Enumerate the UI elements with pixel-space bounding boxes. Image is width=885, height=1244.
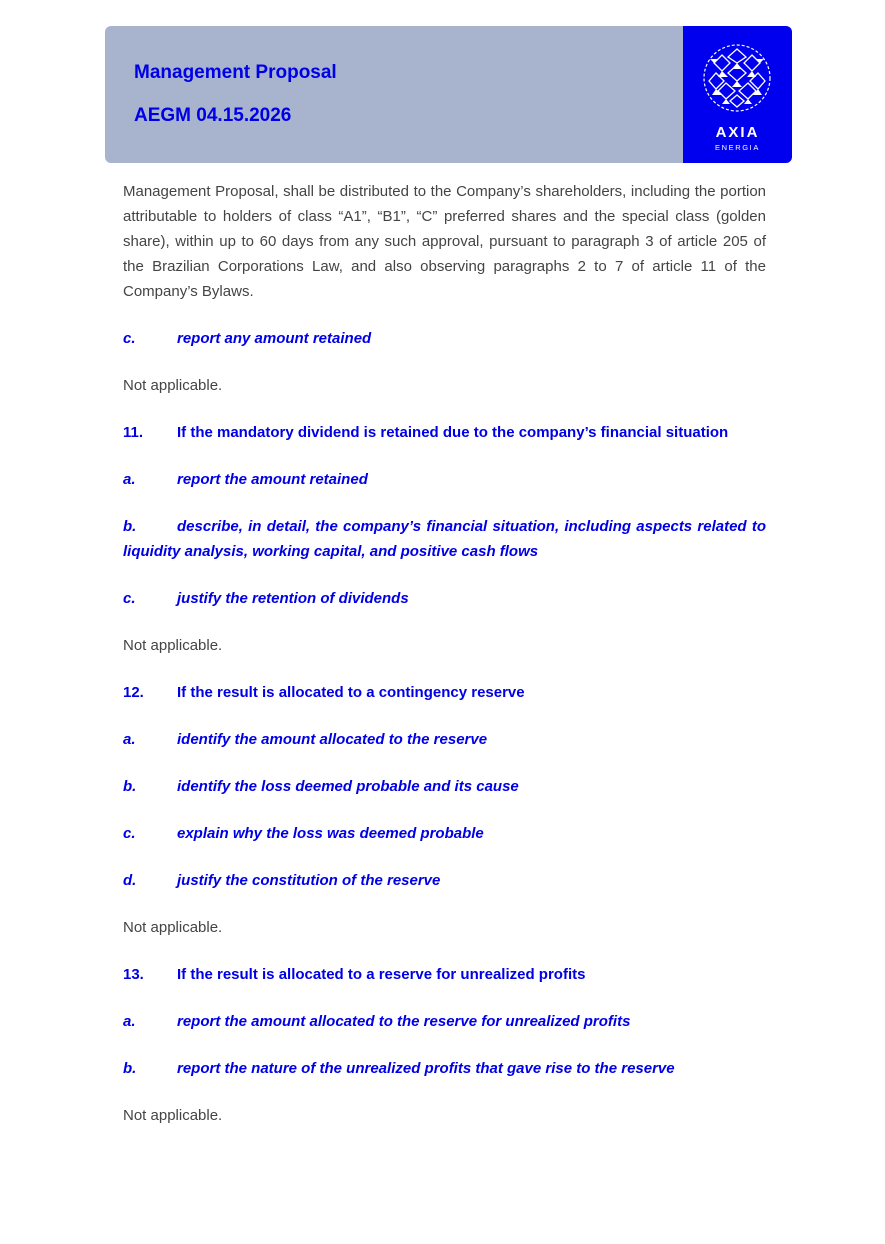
section-11-item-c: c. justify the retention of dividends	[123, 590, 409, 607]
document-body	[123, 179, 766, 1150]
section-11-item-b: b. describe, in detail, the company’s financial situation, including aspects related to liquidity analysis, working capital, and positive cash flows	[123, 518, 766, 560]
page-title: Management Proposal	[134, 62, 337, 83]
intro-paragraph: Management Proposal, shall be distributed to the Company’s shareholders, including the portion attributable to holders of class “A1”, “B1”, “C” preferred shares and the special class (golden share), within up to 60 days from any such approval, pursuant to paragraph 3 of article 205 of the Brazilian Corporations Law, and also observing paragraphs 2 to 7 of article 11 of the Company’s Bylaws.	[123, 183, 766, 300]
globe-icon	[702, 43, 772, 113]
section-11-heading: 11. If the mandatory dividend is retained due to the company’s financial situation	[123, 424, 729, 441]
section-11-item-a: a. report the amount retained	[123, 471, 368, 488]
logo-subtitle: ENERGIA	[715, 143, 760, 152]
not-applicable-text: Not applicable.	[123, 377, 223, 394]
meeting-date: AEGM 04.15.2026	[134, 105, 292, 126]
section-12-item-c: c. explain why the loss was deemed probable	[123, 825, 484, 842]
not-applicable-text: Not applicable.	[123, 1107, 223, 1124]
company-logo	[683, 26, 792, 163]
section-12-heading: 12. If the result is allocated to a contingency reserve	[123, 684, 525, 701]
section-13-item-b: b. report the nature of the unrealized profits that gave rise to the reserve	[123, 1060, 675, 1077]
header-band	[105, 26, 683, 163]
section-12-item-d: d. justify the constitution of the reserve	[123, 872, 441, 889]
not-applicable-text: Not applicable.	[123, 919, 223, 936]
not-applicable-text: Not applicable.	[123, 637, 223, 654]
item-c-report-retained: c. report any amount retained	[123, 330, 372, 347]
section-13-item-a: a. report the amount allocated to the reserve for unrealized profits	[123, 1013, 631, 1030]
section-12-item-a: a. identify the amount allocated to the reserve	[123, 731, 488, 748]
logo-name: AXIA	[715, 124, 760, 141]
section-13-heading: 13. If the result is allocated to a reserve for unrealized profits	[123, 966, 586, 983]
section-12-item-b: b. identify the loss deemed probable and its cause	[123, 778, 519, 795]
